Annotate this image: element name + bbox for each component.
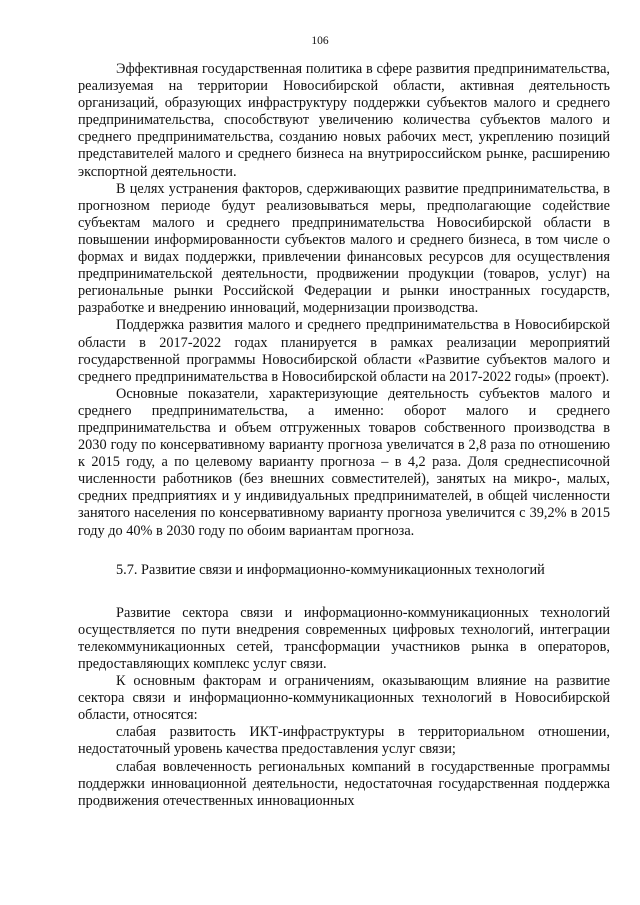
paragraph-entrepreneurship-policy: Эффективная государственная политика в сфере развития предпринимательства, реализуемая на территории Новосибирской области, активная деятельность организаций, образующих инфраструктуру поддержки субъектов малого и среднего предпринимательства, способствуют увеличению количества субъектов малого и среднего предпринимательства, созданию новых рабочих мест, укреплению позиций представителей малого и среднего бизнеса на внутрироссийском рынке, расширению экспортной деятельности. (78, 61, 610, 180)
page-number: 106 (311, 35, 329, 47)
paragraph-factor-involvement: слабая вовлеченность региональных компаний в государственные программы поддержки инновационной деятельности, недостаточная государственная поддержка продвижения отечественных инновационных (78, 758, 610, 809)
section-heading: 5.7. Развитие связи и информационно-коммуникационных технологий (116, 561, 545, 578)
paragraph-forecast-measures: В целях устранения факторов, сдерживающих развитие предпринимательства, в прогнозном периоде будут реализовываться меры, предполагающие содействие субъектам малого и среднего предпринимательства Новосибирской области в повышении информированности субъектов малого и среднего бизнеса, в том числе о формах и видах поддержки, привлечении финансовых ресурсов для осуществления предпринимательской деятельности, продвижении продукции (товаров, услуг) на региональные рынки Российской Федерации и рынки иностранных государств, разработке и внедрению инноваций, модернизации производства. (78, 180, 610, 317)
paragraph-factor-infrastructure: слабая развитость ИКТ-инфраструктуры в территориальном отношении, недостаточный уровень качества предоставления услуг связи; (78, 724, 610, 758)
page-body (78, 61, 610, 810)
paragraph-ict-development: Развитие сектора связи и информационно-коммуникационных технологий осуществляется по пути внедрения современных цифровых технологий, интеграции телекоммуникационных сетей, трансформации участников рынка в операторов, предоставляющих комплекс услуг связи. (78, 604, 610, 672)
paragraph-factors-intro: К основным факторам и ограничениям, оказывающим влияние на развитие сектора связи и информационно-коммуникационных технологий в Новосибирской области, относятся: (78, 673, 610, 724)
paragraph-state-program: Поддержка развития малого и среднего предпринимательства в Новосибирской области в 2017-2022 годах планируется в рамках реализации мероприятий государственной программы Новосибирской области «Развитие субъектов малого и среднего предпринимательства в Новосибирской области на 2017-2022 годы» (проект). (78, 317, 610, 385)
paragraph-key-indicators: Основные показатели, характеризующие деятельность субъектов малого и среднего предпринимательства, а именно: оборот малого и среднего предпринимательства и объем отгруженных товаров собственного производства в 2030 году по консервативному варианту прогноза увеличатся в 2,8 раза по отношению к 2015 году, а по целевому варианту прогноза – в 4,2 раза. Доля среднесписочной численности работников (без внешних совместителей), занятых на микро-, малых, средних предприятиях и у индивидуальных предпринимателей, в общей численности занятого населения по консервативному варианту прогноза увеличится с 39,2% в 2015 году до 40% в 2030 году по обоим вариантам прогноза. (78, 385, 610, 539)
